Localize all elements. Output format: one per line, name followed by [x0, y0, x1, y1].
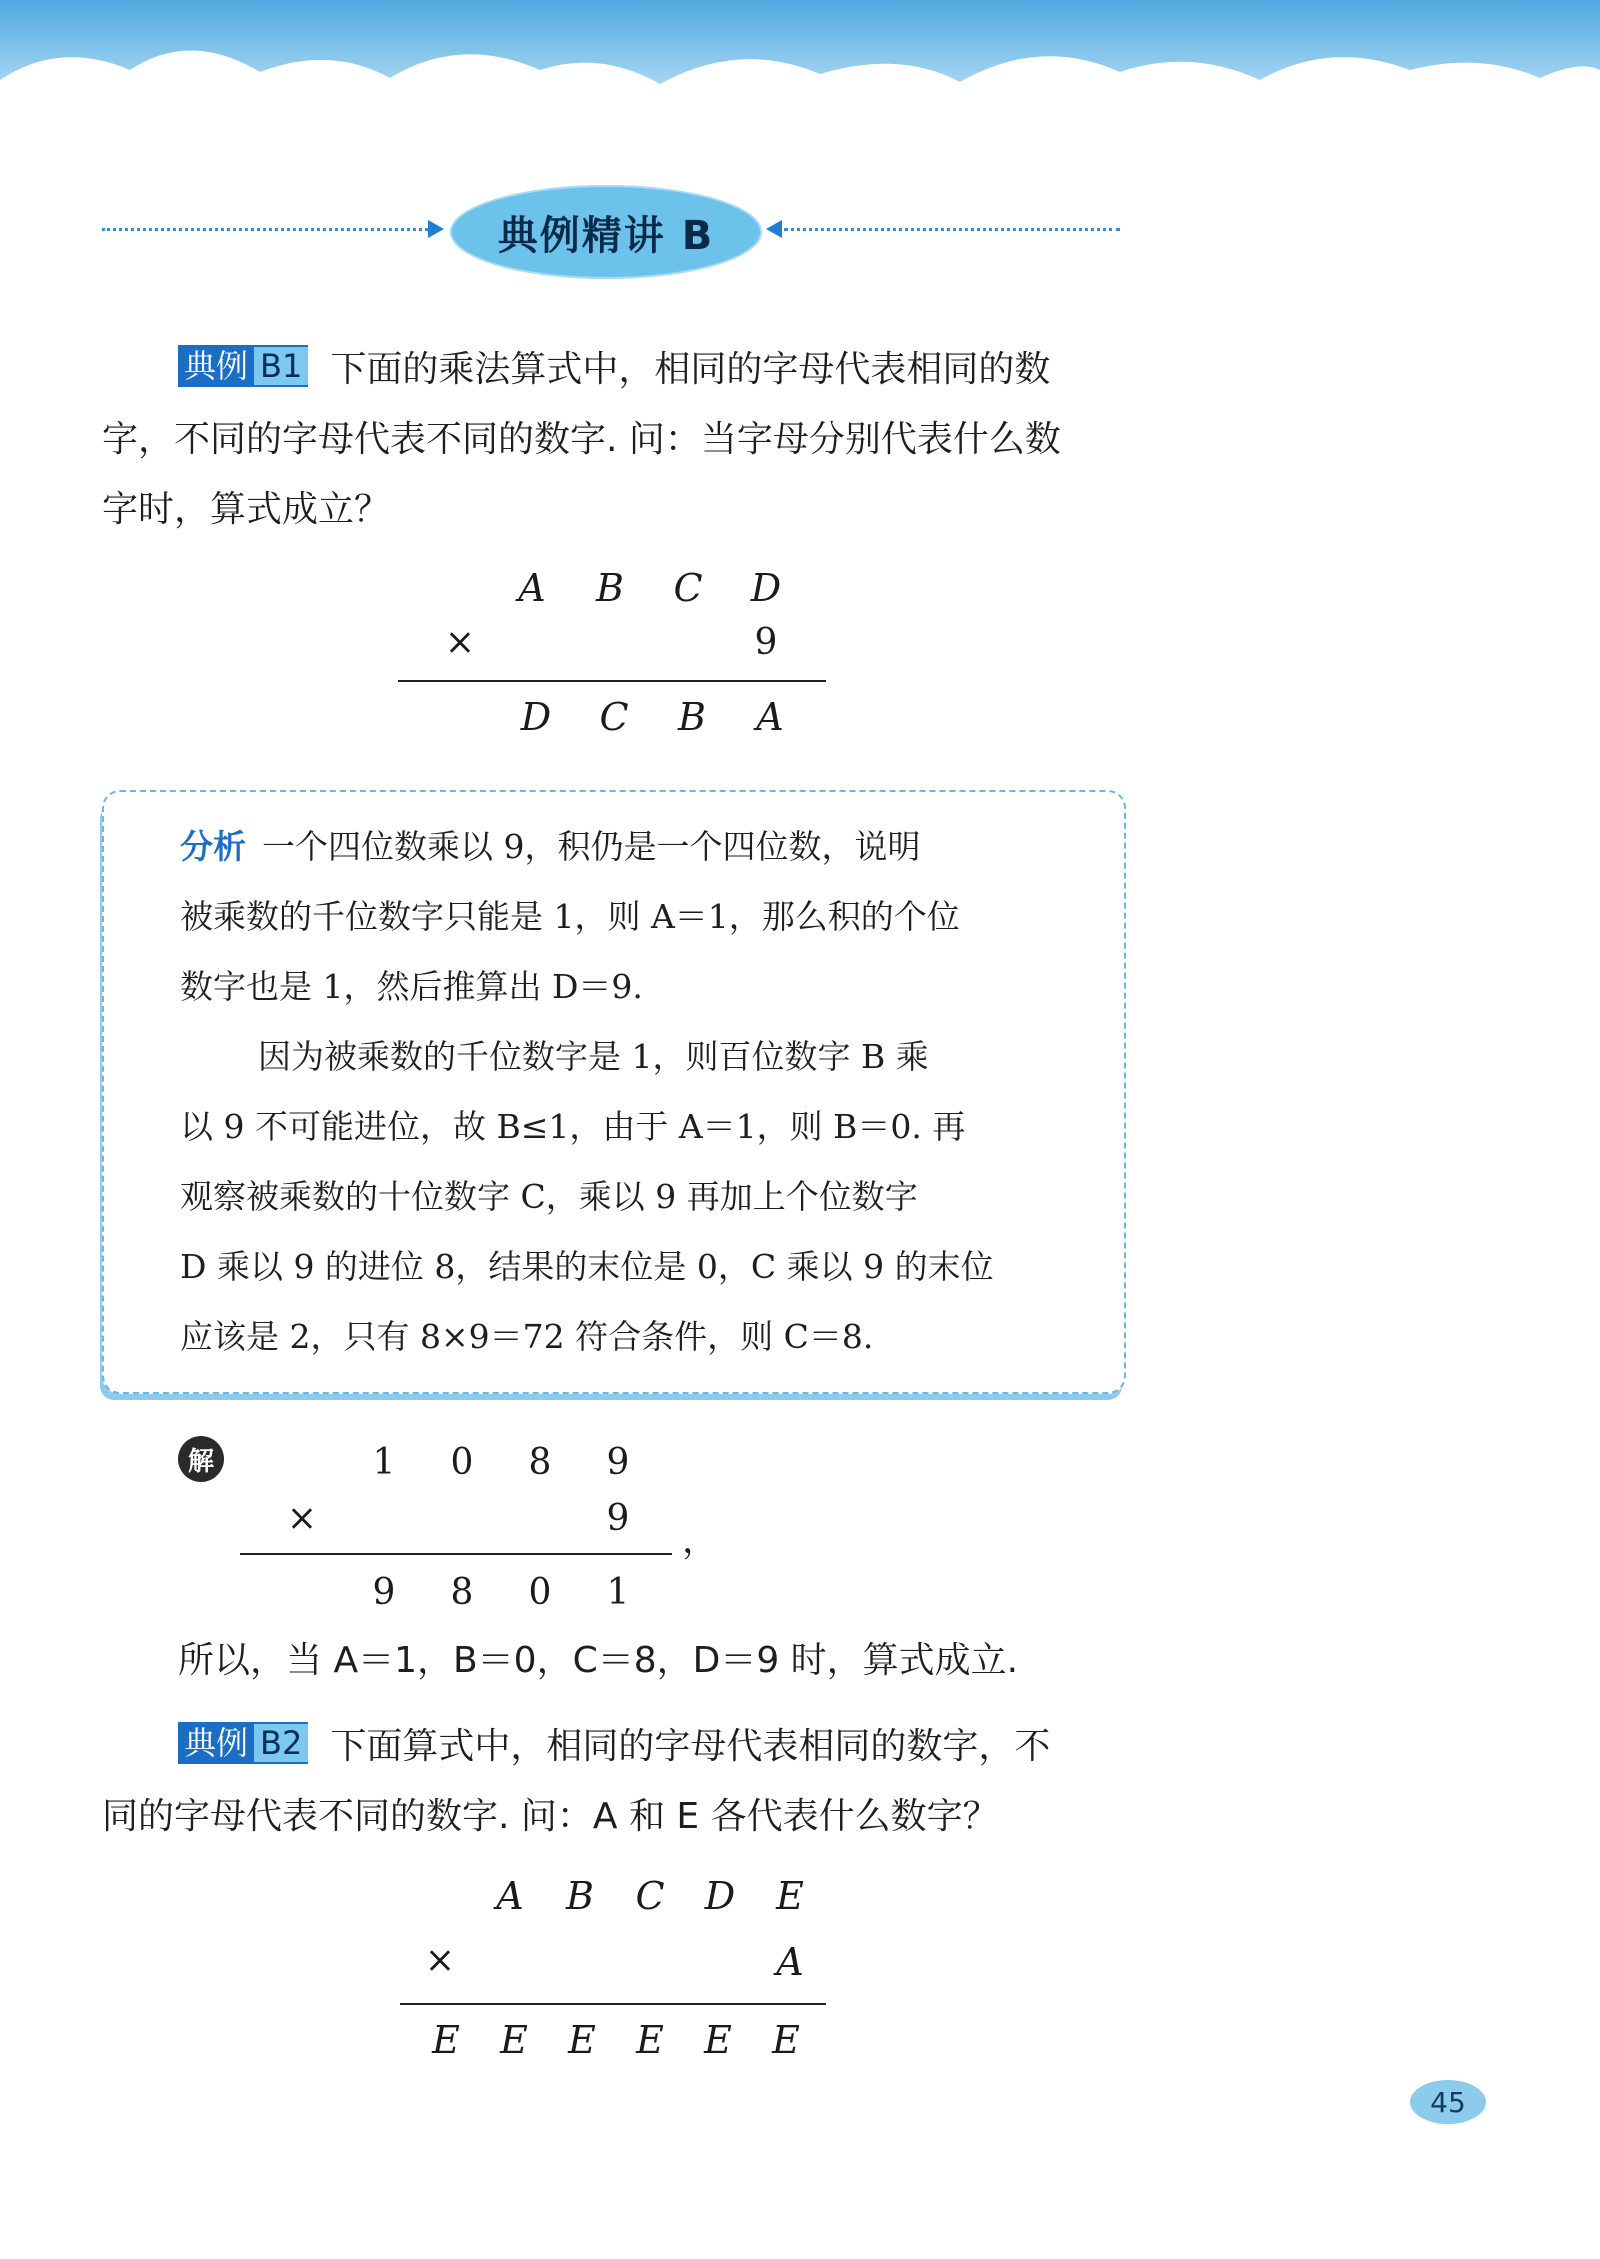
- b1-product-digit: D: [520, 695, 552, 739]
- example-b1-line2: 字，不同的字母代表不同的数字. 问：当字母分别代表什么数: [102, 419, 1061, 460]
- solution-conclusion: 所以，当 A＝1，B＝0，C＝8，D＝9 时，算式成立.: [178, 1640, 1019, 1681]
- b1-multiplicand-digit: B: [596, 566, 624, 610]
- b1-rule: [398, 680, 826, 682]
- analysis-text: [180, 812, 1060, 1372]
- analysis-line: 因为被乘数的千位数字是 1，则百位数字 B 乘: [258, 1037, 929, 1076]
- b2-multiplicand-digit: D: [704, 1874, 736, 1918]
- b1-product-digit: C: [599, 695, 629, 739]
- b2-multiplicand-digit: A: [496, 1874, 524, 1918]
- analysis-label: 分析: [180, 827, 246, 866]
- b2-times-sign: ×: [424, 1940, 456, 1981]
- b1-multiplicand-digit: C: [673, 566, 703, 610]
- page-number: 45: [1410, 2080, 1486, 2124]
- solution-product-digit: 9: [372, 1572, 396, 1613]
- solution-rule: [240, 1553, 672, 1555]
- b2-multiplicand-digit: B: [566, 1874, 594, 1918]
- b2-multiplicand-digit: C: [635, 1874, 665, 1918]
- b2-product-digit: E: [704, 2018, 732, 2062]
- solution-product-digit: 0: [528, 1572, 552, 1613]
- b1-multiplicand-digit: A: [518, 566, 546, 610]
- b2-multiplicand-digit: E: [776, 1874, 804, 1918]
- example-b2-line1-text: 下面算式中，相同的字母代表相同的数字，不: [330, 1726, 1051, 1767]
- example-b2-text: [102, 1712, 1132, 1852]
- b1-times-sign: ×: [444, 622, 476, 663]
- b1-multiplicand-digit: D: [750, 566, 782, 610]
- solution-icon: 解: [178, 1436, 224, 1482]
- example-tag-b2: [178, 1722, 308, 1764]
- example-tag-code: B2: [254, 1724, 308, 1762]
- example-tag-b1: [178, 345, 308, 387]
- solution-multiplier: 9: [606, 1498, 630, 1539]
- solution-comma: ，: [681, 1520, 718, 1561]
- analysis-line: 被乘数的千位数字只能是 1，则 A＝1，那么积的个位: [180, 897, 960, 936]
- analysis-line: 以 9 不可能进位，故 B≤1，由于 A＝1，则 B＝0. 再: [180, 1107, 966, 1146]
- header-cloud-decoration: [0, 0, 1600, 140]
- solution-product-digit: 1: [606, 1572, 630, 1613]
- b1-product-digit: B: [678, 695, 706, 739]
- solution-multiplicand-digit: 1: [372, 1442, 396, 1483]
- example-b2-line1: [102, 1712, 1132, 1782]
- example-b1-line1-text: 下面的乘法算式中，相同的字母代表相同的数: [330, 349, 1051, 390]
- analysis-line: 应该是 2，只有 8×9＝72 符合条件，则 C＝8.: [180, 1317, 874, 1356]
- solution-product-digit: 8: [450, 1572, 474, 1613]
- section-title-banner: [450, 185, 762, 279]
- b1-product-digit: A: [756, 695, 784, 739]
- b2-product-digit: E: [432, 2018, 460, 2062]
- example-b1-line3: 字时，算式成立？: [102, 489, 391, 530]
- solution-multiplicand-digit: 0: [450, 1442, 474, 1483]
- example-tag-label: 典例: [184, 347, 249, 385]
- solution-multiplicand-digit: 8: [528, 1442, 552, 1483]
- b2-product-digit: E: [636, 2018, 664, 2062]
- b2-rule: [400, 2003, 826, 2005]
- banner-dotted-line-right: [784, 228, 1120, 231]
- example-tag-label: 典例: [184, 1724, 249, 1762]
- banner-dotted-line-left: [102, 228, 428, 231]
- example-tag-code: B1: [254, 347, 308, 385]
- solution-times-sign: ×: [286, 1498, 318, 1539]
- b2-product-digit: E: [500, 2018, 528, 2062]
- analysis-line: 数字也是 1，然后推算出 D＝9.: [180, 967, 643, 1006]
- analysis-line: [180, 812, 1060, 882]
- section-title: 典例精讲 B: [497, 212, 715, 259]
- example-b1-text: [102, 335, 1132, 545]
- solution-multiplicand-digit: 9: [606, 1442, 630, 1483]
- banner-arrow-right-icon: [428, 220, 444, 238]
- banner-arrow-left-icon: [766, 220, 782, 238]
- example-b2-line2: 同的字母代表不同的数字. 问：A 和 E 各代表什么数字？: [102, 1796, 999, 1837]
- example-b1-line1: [102, 335, 1132, 405]
- b2-product-digit: E: [772, 2018, 800, 2062]
- b1-multiplier: 9: [754, 622, 778, 663]
- b2-product-digit: E: [568, 2018, 596, 2062]
- b2-multiplier: A: [776, 1940, 804, 1984]
- analysis-line-text: 一个四位数乘以 9，积仍是一个四位数，说明: [262, 827, 921, 866]
- analysis-line: 观察被乘数的十位数字 C，乘以 9 再加上个位数字: [180, 1177, 918, 1216]
- analysis-line: D 乘以 9 的进位 8，结果的末位是 0，C 乘以 9 的末位: [180, 1247, 994, 1286]
